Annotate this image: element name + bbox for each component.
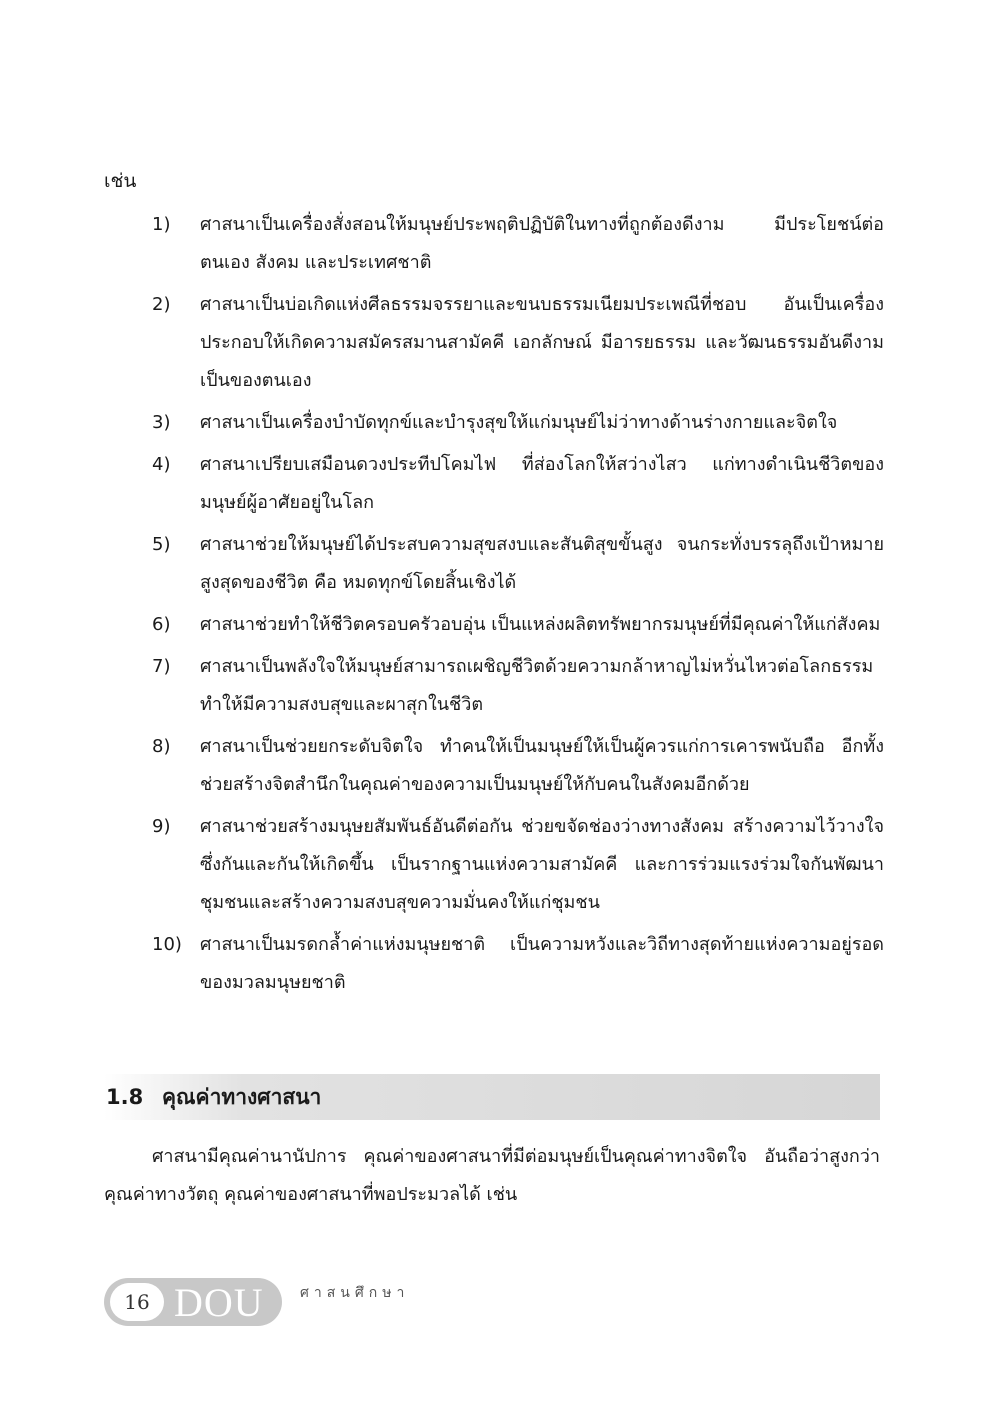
list-item-number: 5) [152, 534, 171, 555]
page-number: 16 [110, 1283, 164, 1321]
list-item [104, 926, 884, 1002]
section-paragraph: ศาสนามีคุณค่านานัปการ คุณค่าของศาสนาที่มีต่อมนุษย์เป็นคุณค่าทางจิตใจ อันถือว่าสูงกว่าคุณค่าทางวัตถุ คุณค่าของศาสนาที่พอประมวลได้ เช่น [104, 1146, 880, 1205]
list-item-number: 3) [152, 412, 171, 433]
section-heading [104, 1074, 880, 1120]
section-number: 1.8 [106, 1085, 144, 1109]
list-item-number: 10) [152, 934, 182, 955]
list-item-text: ศาสนาเป็นมรดกล้ำค่าแห่งมนุษยชาติ เป็นความหวังและวิถีทางสุดท้ายแห่งความอยู่รอดของมวลมนุษยชาติ [200, 934, 884, 993]
list-item [104, 206, 884, 282]
list-item-text: ศาสนาเปรียบเสมือนดวงประทีปโคมไฟ ที่ส่องโลกให้สว่างไสว แก่ทางดำเนินชีวิตของมนุษย์ผู้อาศัยอยู่ในโลก [200, 454, 884, 513]
list-item [104, 526, 884, 602]
list-item [104, 606, 884, 644]
list-item-number: 1) [152, 214, 171, 235]
list-item-text: ศาสนาเป็นเครื่องสั่งสอนให้มนุษย์ประพฤติปฏิบัติในทางที่ถูกต้องดีงาม มีประโยชน์ต่อตนเอง สังคม และประเทศชาติ [200, 214, 884, 273]
list-item-text: ศาสนาเป็นเครื่องบำบัดทุกข์และบำรุงสุขให้แก่มนุษย์ไม่ว่าทางด้านร่างกายและจิตใจ [200, 412, 838, 433]
list-item-number: 9) [152, 816, 171, 837]
list-item [104, 286, 884, 400]
list-item [104, 808, 884, 922]
list-item-number: 4) [152, 454, 171, 475]
section-title: คุณค่าทางศาสนา [162, 1084, 322, 1109]
list-item [104, 728, 884, 804]
list-item-number: 7) [152, 656, 171, 677]
list-item-text: ศาสนาช่วยให้มนุษย์ได้ประสบความสุขสงบและสันติสุขขั้นสูง จนกระทั่งบรรลุถึงเป้าหมายสูงสุดของชีวิต คือ หมดทุกข์โดยสิ้นเชิงได้ [200, 534, 884, 593]
intro-text: เช่น [104, 170, 137, 192]
page-footer [104, 1278, 409, 1326]
list-item-text: ศาสนาช่วยสร้างมนุษยสัมพันธ์อันดีต่อกัน ช่วยขจัดช่องว่างทางสังคม สร้างความไว้วางใจซึ่งกันและกันให้เกิดขึ้น เป็นรากฐานแห่งความสามัคคี และการร่วมแรงร่วมใจกันพัฒนาชุมชนและสร้างความสงบสุขความมั่นคงให้แก่ชุมชน [200, 816, 884, 913]
brand-logo-text: DOU [174, 1279, 264, 1325]
list-item-number: 6) [152, 614, 171, 635]
list-item-number: 8) [152, 736, 171, 757]
list-item [104, 446, 884, 522]
list-item-text: ศาสนาเป็นพลังใจให้มนุษย์สามารถเผชิญชีวิตด้วยความกล้าหาญไม่หวั่นไหวต่อโลกธรรมทำให้มีความสงบสุขและผาสุกในชีวิต [200, 656, 874, 715]
list-item [104, 404, 884, 442]
footer-badge [104, 1278, 282, 1326]
list-item [104, 648, 884, 724]
list-item-text: ศาสนาช่วยทำให้ชีวิตครอบครัวอบอุ่น เป็นแหล่งผลิตทรัพยากรมนุษย์ที่มีคุณค่าให้แก่สังคม [200, 614, 881, 635]
values-list [104, 206, 884, 1006]
list-item-number: 2) [152, 294, 171, 315]
list-item-text: ศาสนาเป็นบ่อเกิดแห่งศีลธรรมจรรยาและขนบธรรมเนียมประเพณีที่ชอบ อันเป็นเครื่องประกอบให้เกิดความสมัครสมานสามัคคี เอกลักษณ์ มีอารยธรรม และวัฒนธรรมอันดีงามเป็นของตนเอง [200, 294, 884, 391]
list-item-text: ศาสนาเป็นช่วยยกระดับจิตใจ ทำคนให้เป็นมนุษย์ให้เป็นผู้ควรแก่การเคารพนับถือ อีกทั้งช่วยสร้างจิตสำนึกในคุณค่าของความเป็นมนุษย์ให้กับคนในสังคมอีกด้วย [200, 736, 884, 795]
course-title: ศาสนศึกษา [300, 1285, 410, 1301]
